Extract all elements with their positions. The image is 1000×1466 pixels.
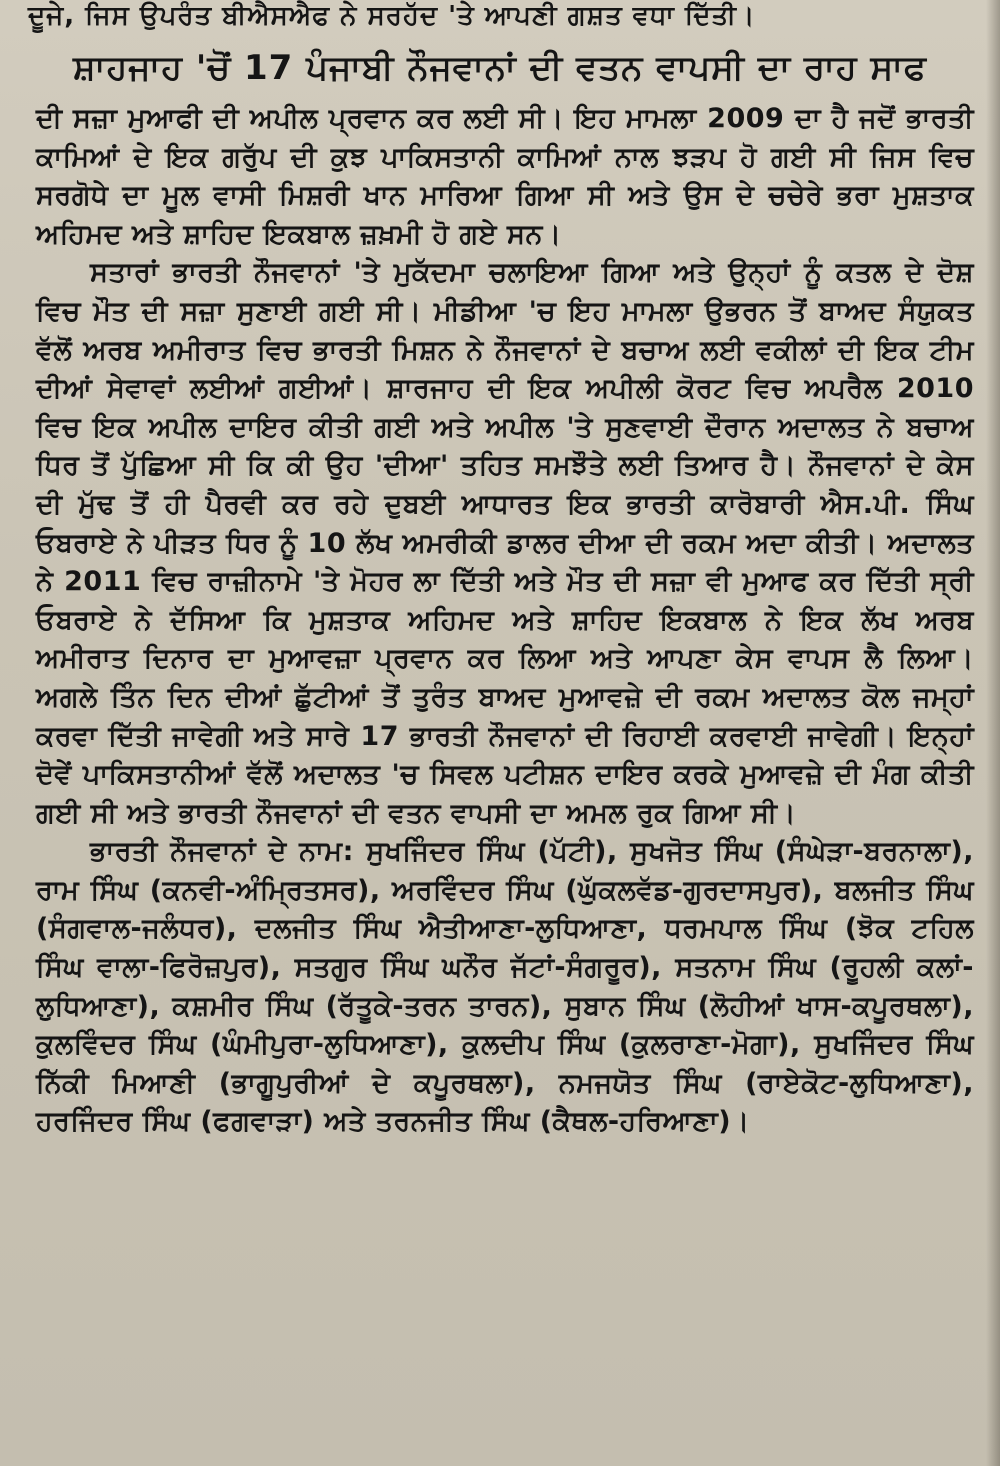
names-list: ਸੁਖਜਿੰਦਰ ਸਿੰਘ (ਪੱਟੀ), ਸੁਖਜੋਤ ਸਿੰਘ (ਸੰਘੇੜਾ-ਬਰਨਾਲਾ), ਰਾਮ ਸਿੰਘ (ਕਨਵੀ-ਅੰਮ੍ਰਿਤਸਰ), ਅਰਵਿੰਦਰ ਸਿੰਘ (ਘੁੱਕਲਵੱਡ-ਗੁਰਦਾਸਪੁਰ), ਬਲਜੀਤ ਸਿੰਘ (ਸੰਗਵਾਲ-ਜਲੰਧਰ), ਦਲਜੀਤ ਸਿੰਘ ਐਤੀਆਣਾ-ਲੁਧਿਆਣਾ, ਧਰਮਪਾਲ ਸਿੰਘ (ਝੋਕ ਟਹਿਲ ਸਿੰਘ ਵਾਲਾ-ਫਿਰੋਜ਼ਪੁਰ), ਸਤਗੁਰ ਸਿੰਘ ਘਨੌਰ ਜੱਟਾਂ-ਸੰਗਰੂਰ), ਸਤਨਾਮ ਸਿੰਘ (ਰੂਹਲੀ ਕਲਾਂ-ਲੁਧਿਆਣਾ), ਕਸ਼ਮੀਰ ਸਿੰਘ (ਰੱਤੂਕੇ-ਤਰਨ ਤਾਰਨ), ਸੁਬਾਨ ਸਿੰਘ (ਲੋਹੀਆਂ ਖਾਸ-ਕਪੂਰਥਲਾ), ਕੁਲਵਿੰਦਰ ਸਿੰਘ (ਘੰਮੀਪੁਰਾ-ਲੁਧਿਆਣਾ), ਕੁਲਦੀਪ ਸਿੰਘ (ਕੁਲਰਾਣਾ-ਮੋਗਾ), ਸੁਖਜਿੰਦਰ ਸਿੰਘ ਨਿੱਕੀ ਮਿਆਣੀ (ਭਾਗੂਪੁਰੀਆਂ ਦੇ ਕਪੂਰਥਲਾ), ਨਮਜਯੋਤ ਸਿੰਘ (ਰਾਏਕੋਟ-ਲੁਧਿਆਣਾ), ਹਰਜਿੰਦਰ ਸਿੰਘ (ਫਗਵਾੜਾ) ਅਤੇ ਤਰਨਜੀਤ ਸਿੰਘ (ਕੈਥਲ-ਹਰਿਆਣਾ)।: [36, 836, 974, 1138]
paragraph-main: ਸਤਾਰਾਂ ਭਾਰਤੀ ਨੌਜਵਾਨਾਂ 'ਤੇ ਮੁਕੱਦਮਾ ਚਲਾਇਆ ਗਿਆ ਅਤੇ ਉਨ੍ਹਾਂ ਨੂੰ ਕਤਲ ਦੇ ਦੋਸ਼ ਵਿਚ ਮੌਤ ਦੀ ਸਜ਼ਾ ਸੁਣਾਈ ਗਈ ਸੀ। ਮੀਡੀਆ 'ਚ ਇਹ ਮਾਮਲਾ ਉਭਰਨ ਤੋਂ ਬਾਅਦ ਸੰਯੁਕਤ ਵੱਲੋਂ ਅਰਬ ਅਮੀਰਾਤ ਵਿਚ ਭਾਰਤੀ ਮਿਸ਼ਨ ਨੇ ਨੌਜਵਾਨਾਂ ਦੇ ਬਚਾਅ ਲਈ ਵਕੀਲਾਂ ਦੀ ਇਕ ਟੀਮ ਦੀਆਂ ਸੇਵਾਵਾਂ ਲਈਆਂ ਗਈਆਂ। ਸ਼ਾਰਜਾਹ ਦੀ ਇਕ ਅਪੀਲੀ ਕੋਰਟ ਵਿਚ ਅਪਰੈਲ 2010 ਵਿਚ ਇਕ ਅਪੀਲ ਦਾਇਰ ਕੀਤੀ ਗਈ ਅਤੇ ਅਪੀਲ 'ਤੇ ਸੁਣਵਾਈ ਦੌਰਾਨ ਅਦਾਲਤ ਨੇ ਬਚਾਅ ਧਿਰ ਤੋਂ ਪੁੱਛਿਆ ਸੀ ਕਿ ਕੀ ਉਹ 'ਦੀਆ' ਤਹਿਤ ਸਮਝੌਤੇ ਲਈ ਤਿਆਰ ਹੈ। ਨੌਜਵਾਨਾਂ ਦੇ ਕੇਸ ਦੀ ਮੁੱਢ ਤੋਂ ਹੀ ਪੈਰਵੀ ਕਰ ਰਹੇ ਦੁਬਈ ਆਧਾਰਤ ਇਕ ਭਾਰਤੀ ਕਾਰੋਬਾਰੀ ਐਸ.ਪੀ. ਸਿੰਘ ਓਬਰਾਏ ਨੇ ਪੀੜਤ ਧਿਰ ਨੂੰ 10 ਲੱਖ ਅਮਰੀਕੀ ਡਾਲਰ ਦੀਆ ਦੀ ਰਕਮ ਅਦਾ ਕੀਤੀ। ਅਦਾਲਤ ਨੇ 2011 ਵਿਚ ਰਾਜ਼ੀਨਾਮੇ 'ਤੇ ਮੋਹਰ ਲਾ ਦਿੱਤੀ ਅਤੇ ਮੌਤ ਦੀ ਸਜ਼ਾ ਵੀ ਮੁਆਫ ਕਰ ਦਿੱਤੀ ਸ੍ਰੀ ਓਬਰਾਏ ਨੇ ਦੱਸਿਆ ਕਿ ਮੁਸ਼ਤਾਕ ਅਹਿਮਦ ਅਤੇ ਸ਼ਾਹਿਦ ਇਕਬਾਲ ਨੇ ਇਕ ਲੱਖ ਅਰਬ ਅਮੀਰਾਤ ਦਿਨਾਰ ਦਾ ਮੁਆਵਜ਼ਾ ਪ੍ਰਵਾਨ ਕਰ ਲਿਆ ਅਤੇ ਆਪਣਾ ਕੇਸ ਵਾਪਸ ਲੈ ਲਿਆ। ਅਗਲੇ ਤਿੰਨ ਦਿਨ ਦੀਆਂ ਛੁੱਟੀਆਂ ਤੋਂ ਤੁਰੰਤ ਬਾਅਦ ਮੁਆਵਜ਼ੇ ਦੀ ਰਕਮ ਅਦਾਲਤ ਕੋਲ ਜਮ੍ਹਾਂ ਕਰਵਾ ਦਿੱਤੀ ਜਾਵੇਗੀ ਅਤੇ ਸਾਰੇ 17 ਭਾਰਤੀ ਨੌਜਵਾਨਾਂ ਦੀ ਰਿਹਾਈ ਕਰਵਾਈ ਜਾਵੇਗੀ। ਇਨ੍ਹਾਂ ਦੋਵੇਂ ਪਾਕਿਸਤਾਨੀਆਂ ਵੱਲੋਂ ਅਦਾਲਤ 'ਚ ਸਿਵਲ ਪਟੀਸ਼ਨ ਦਾਇਰ ਕਰਕੇ ਮੁਆਵਜ਼ੇ ਦੀ ਮੰਗ ਕੀਤੀ ਗਈ ਸੀ ਅਤੇ ਭਾਰਤੀ ਨੌਜਵਾਨਾਂ ਦੀ ਵਤਨ ਵਾਪਸੀ ਦਾ ਅਮਲ ਰੁਕ ਗਿਆ ਸੀ।: [36, 257, 974, 829]
headline: ਸ਼ਾਹਜਾਹ 'ਚੋਂ 17 ਪੰਜਾਬੀ ਨੌਜਵਾਨਾਂ ਦੀ ਵਤਨ ਵਾਪਸੀ ਦਾ ਰਾਹ ਸਾਫ: [72, 48, 928, 88]
previous-article-fragment: ਦੂਜੇ, ਜਿਸ ਉਪਰੰਤ ਬੀਐਸਐਫ ਨੇ ਸਰਹੱਦ 'ਤੇ ਆਪਣੀ ਗਸ਼ਤ ਵਧਾ ਦਿੱਤੀ।: [28, 1, 756, 31]
article-body: [0, 100, 1000, 1142]
names-heading: ਭਾਰਤੀ ਨੌਜਵਾਨਾਂ ਦੇ ਨਾਮ:: [90, 836, 354, 868]
paper-shadow-edge: [986, 0, 1000, 1466]
names-paragraph: [36, 833, 974, 1142]
paragraph-opening: ਦੀ ਸਜ਼ਾ ਮੁਆਫੀ ਦੀ ਅਪੀਲ ਪ੍ਰਵਾਨ ਕਰ ਲਈ ਸੀ। ਇਹ ਮਾਮਲਾ 2009 ਦਾ ਹੈ ਜਦੋਂ ਭਾਰਤੀ ਕਾਮਿਆਂ ਦੇ ਇਕ ਗਰੁੱਪ ਦੀ ਕੁਝ ਪਾਕਿਸਤਾਨੀ ਕਾਮਿਆਂ ਨਾਲ ਝੜਪ ਹੋ ਗਈ ਸੀ ਜਿਸ ਵਿਚ ਸਰਗੋਧੇ ਦਾ ਮੂਲ ਵਾਸੀ ਮਿਸ਼ਰੀ ਖਾਨ ਮਾਰਿਆ ਗਿਆ ਸੀ ਅਤੇ ਉਸ ਦੇ ਚਚੇਰੇ ਭਰਾ ਮੁਸ਼ਤਾਕ ਅਹਿਮਦ ਅਤੇ ਸ਼ਾਹਿਦ ਇਕਬਾਲ ਜ਼ਖ਼ਮੀ ਹੋ ਗਏ ਸਨ।: [36, 103, 974, 250]
